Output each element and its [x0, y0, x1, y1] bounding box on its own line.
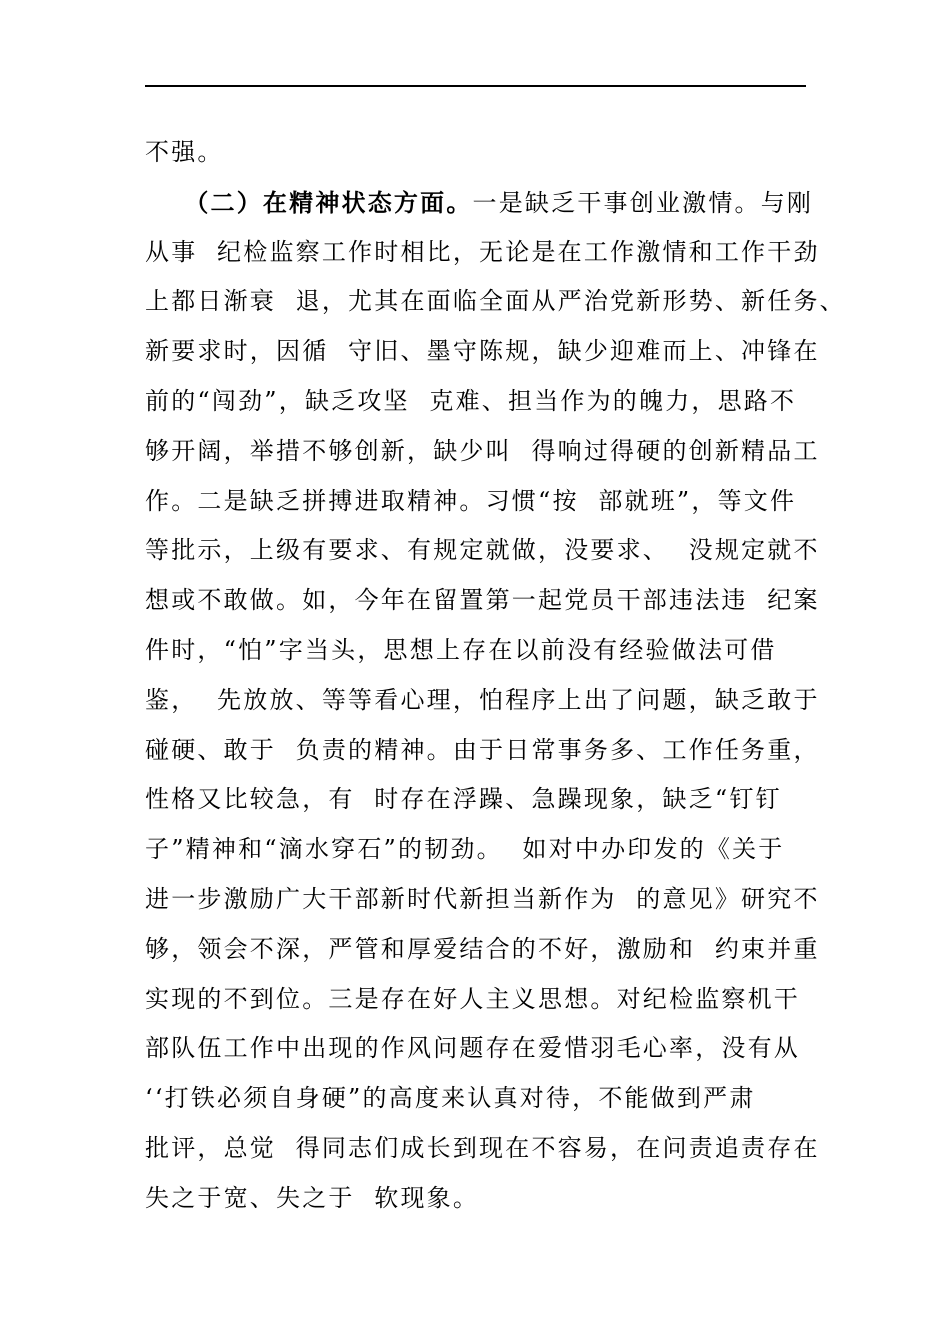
text-line: 不强。 [145, 138, 224, 166]
text-line: 件时，“怕”字当头，思想上存在以前没有经验做法可借 [145, 635, 777, 664]
text-line: 子”精神和“滴水穿石”的韧劲。 如对中办印发的《关于 [145, 835, 785, 864]
text-line: 新要求时，因循 守旧、墨守陈规，缺少迎难而上、冲锋在 [145, 337, 820, 366]
text-line: 进一步激励广大干部新时代新担当新作为 的意见》研究不 [145, 884, 820, 913]
text-line: 够，领会不深，严管和厚爱结合的不好，激励和 约束并重 [145, 934, 820, 963]
header-rule [145, 85, 806, 87]
section-lead-text: 一是缺乏干事创业激情。与刚 [472, 188, 814, 217]
document-body [145, 128, 845, 1224]
section-heading: （二）在精神状态方面。 [184, 187, 473, 217]
text-line: ‘‘打铁必须自身硬”的高度来认真对待，不能做到严肃 [145, 1084, 756, 1113]
text-line: 前的“闯劲”，缺乏攻坚 克难、担当作为的魄力，思路不 [145, 386, 797, 415]
text-line: 失之于宽、失之于 软现象。 [145, 1183, 480, 1212]
text-line: 等批示，上级有要求、有规定就做，没要求、 没规定就不 [145, 536, 820, 565]
text-line: 鉴， 先放放、等等看心理，怕程序上出了问题，缺乏敢于 [145, 685, 820, 714]
text-line: 从事 纪检监察工作时相比，无论是在工作激情和工作干劲 [145, 237, 820, 266]
text-line: 性格又比较急，有 时存在浮躁、急躁现象，缺乏“钉钉 [145, 785, 782, 814]
text-line: 够开阔，举措不够创新，缺少叫 得响过得硬的创新精品工 [145, 436, 820, 465]
section-paragraph-first-line [145, 178, 845, 228]
text-line: 作。二是缺乏拼搏进取精神。习惯“按 部就班”，等文件 [145, 486, 797, 515]
text-line: 上都日渐衰 退，尤其在面临全面从严治党新形势、新任务、 [145, 287, 846, 316]
text-line: 部队伍工作中出现的作风问题存在爱惜羽毛心率，没有从 [145, 1034, 800, 1063]
text-line: 想或不敢做。如，今年在留置第一起党员干部违法违 纪案 [145, 586, 820, 615]
text-line: 碰硬、敢于 负责的精神。由于日常事务多、工作任务重， [145, 735, 820, 764]
text-line: 批评，总觉 得同志们成长到现在不容易，在问责追责存在 [145, 1133, 820, 1162]
text-line: 实现的不到位。三是存在好人主义思想。对纪检监察机干 [145, 984, 800, 1013]
